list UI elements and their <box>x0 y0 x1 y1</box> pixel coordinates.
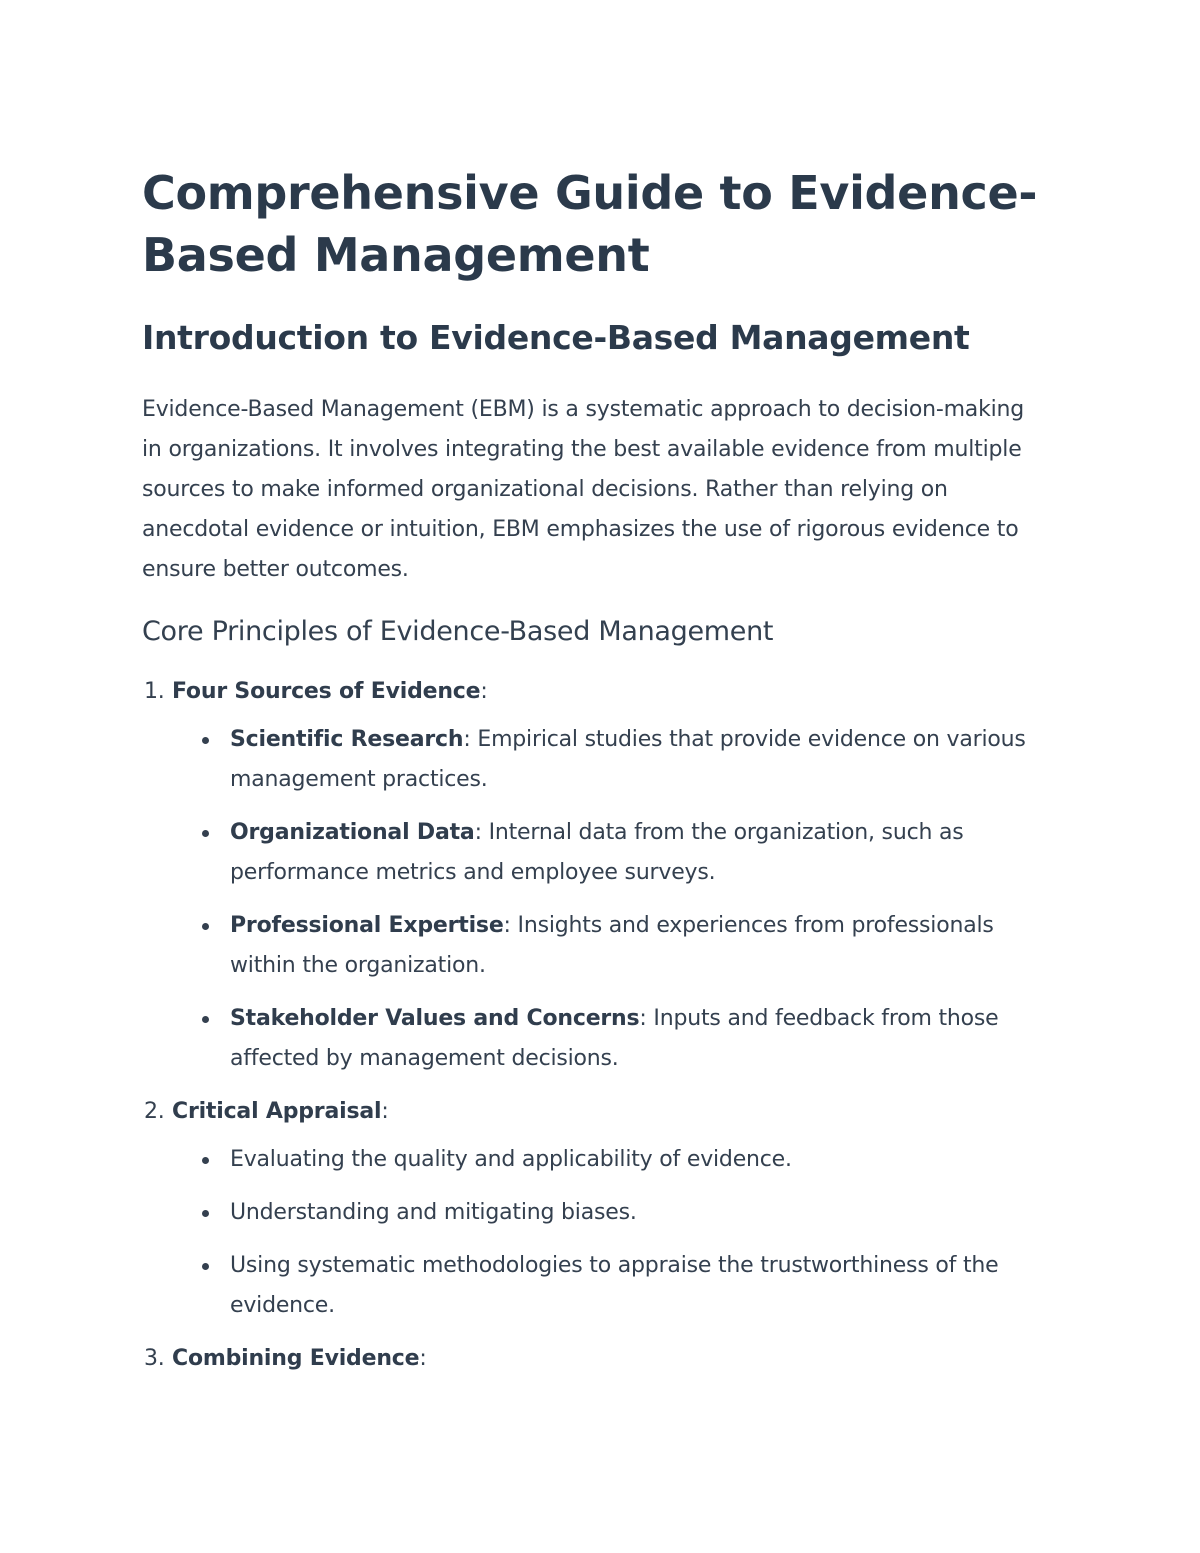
principle-item <box>142 672 1050 1079</box>
principles-list <box>142 672 1050 1379</box>
list-item-text: Using systematic methodologies to appraise the trustworthiness of the evidence. <box>230 1253 999 1318</box>
principle-title: Combining Evidence <box>172 1346 420 1371</box>
principle-sublist <box>200 1140 1050 1326</box>
bullet-icon <box>202 830 209 837</box>
list-item-text: : Inputs and feedback from those affected by management decisions. <box>230 1006 999 1071</box>
list-item-term: Scientific Research <box>230 727 464 752</box>
list-item-text: Evaluating the quality and applicability of evidence. <box>230 1147 792 1172</box>
list-item-term: Stakeholder Values and Concerns <box>230 1006 640 1031</box>
principle-title: Critical Appraisal <box>172 1099 382 1124</box>
principle-title: Four Sources of Evidence <box>172 679 481 704</box>
intro-paragraph: Evidence-Based Management (EBM) is a systematic approach to decision-making in organizations. It involves integrating the best available evidence from multiple sources to make informed organizational decisions. Rather than relying on anecdotal evidence or intuition, EBM emphasizes the use of rigorous evidence to ensure better outcomes. <box>142 397 1025 582</box>
list-item-text: : Insights and experiences from professionals within the organization. <box>230 913 994 978</box>
list-item-text: : Empirical studies that provide evidence on various management practices. <box>230 727 1026 792</box>
list-item-text: Understanding and mitigating biases. <box>230 1200 637 1225</box>
bullet-icon <box>202 1210 209 1217</box>
list-item <box>200 720 1050 800</box>
list-item <box>200 1246 1050 1326</box>
list-item <box>200 1193 1050 1233</box>
list-item-text: : Internal data from the organization, such as performance metrics and employee surveys. <box>230 820 964 885</box>
bullet-icon <box>202 1016 209 1023</box>
intro-heading: Introduction to Evidence-Based Management <box>142 318 970 357</box>
list-item <box>200 999 1050 1079</box>
document-title: Comprehensive Guide to Evidence-Based Management <box>142 166 1038 282</box>
list-item-term: Organizational Data <box>230 820 475 845</box>
principle-number: 2. <box>144 1099 165 1124</box>
principles-heading: Core Principles of Evidence-Based Management <box>142 616 774 647</box>
bullet-icon <box>202 737 209 744</box>
principle-colon: : <box>480 679 488 704</box>
principle-item <box>142 1339 1050 1379</box>
list-item-term: Professional Expertise <box>230 913 504 938</box>
list-item <box>200 813 1050 893</box>
bullet-icon <box>202 923 209 930</box>
principle-colon: : <box>381 1099 389 1124</box>
bullet-icon <box>202 1157 209 1164</box>
principle-number: 3. <box>144 1346 165 1371</box>
principle-item <box>142 1092 1050 1326</box>
principle-number: 1. <box>144 679 165 704</box>
list-item <box>200 1140 1050 1180</box>
principle-colon: : <box>419 1346 427 1371</box>
bullet-icon <box>202 1263 209 1270</box>
principle-sublist <box>200 720 1050 1079</box>
list-item <box>200 906 1050 986</box>
